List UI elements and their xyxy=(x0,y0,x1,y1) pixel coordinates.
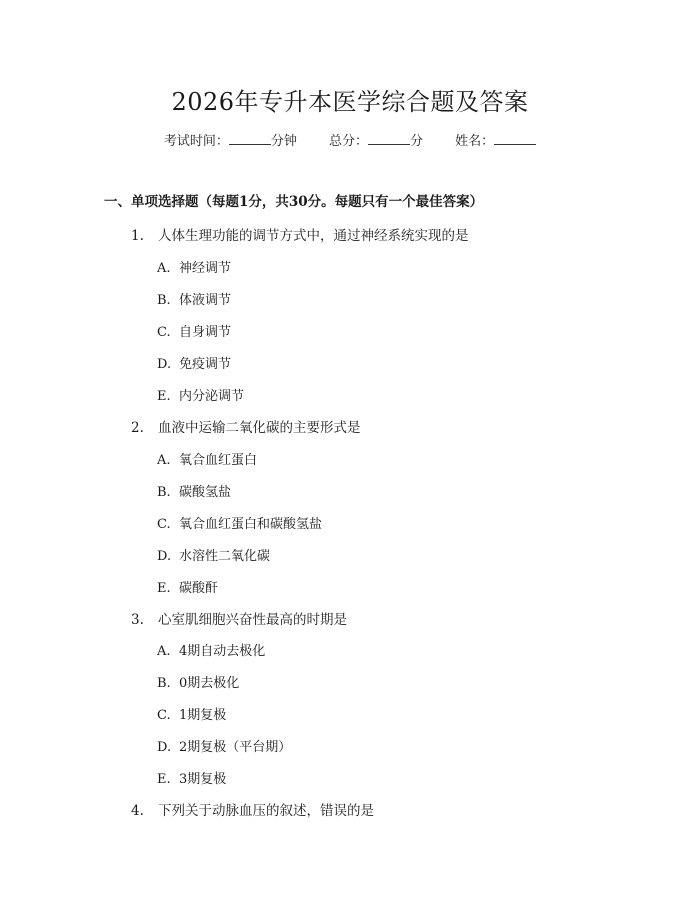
exam-time-blank xyxy=(229,132,271,145)
question xyxy=(131,608,347,628)
question xyxy=(131,224,469,244)
option xyxy=(157,545,270,564)
total-score-label: 总分： xyxy=(328,134,368,149)
page-title: 2026年专升本医学综合题及答案 xyxy=(171,88,529,116)
question-text: 心室肌细胞兴奋性最高的时期是 xyxy=(158,612,347,628)
option-text: 4期自动去极化 xyxy=(179,644,266,659)
question-text: 血液中运输二氧化碳的主要形式是 xyxy=(158,420,361,436)
question xyxy=(131,799,374,819)
option xyxy=(157,321,231,340)
option-text: 水溶性二氧化碳 xyxy=(179,549,271,564)
option-text: 自身调节 xyxy=(179,325,232,340)
option xyxy=(157,768,226,787)
question-text: 人体生理功能的调节方式中，通过神经系统实现的是 xyxy=(158,228,469,244)
question-number: 1. xyxy=(131,228,144,244)
option-letter: C. xyxy=(157,325,171,340)
option-text: 1期复极 xyxy=(179,708,227,723)
question xyxy=(131,416,361,436)
option-text: 0期去极化 xyxy=(179,676,240,691)
section-header: 一、单项选择题（每题1分，共30分。每题只有一个最佳答案） xyxy=(104,194,484,210)
question-text: 下列关于动脉血压的叙述，错误的是 xyxy=(158,803,374,819)
question-number: 4. xyxy=(131,803,144,819)
option-letter: A. xyxy=(157,453,171,468)
option xyxy=(157,672,239,691)
option-letter: E. xyxy=(157,389,171,404)
option xyxy=(157,736,291,755)
option-letter: B. xyxy=(157,676,171,691)
exam-time-label: 考试时间： xyxy=(163,134,229,149)
option-letter: A. xyxy=(157,644,171,659)
question-number: 3. xyxy=(131,612,144,628)
option xyxy=(157,449,257,468)
option xyxy=(157,257,231,276)
total-score-unit: 分 xyxy=(410,134,424,149)
option-text: 体液调节 xyxy=(179,293,232,308)
name-blank xyxy=(494,132,536,145)
option-letter: B. xyxy=(157,485,171,500)
option xyxy=(157,640,265,659)
name-field xyxy=(455,130,536,149)
option-text: 碳酸氢盐 xyxy=(179,485,232,500)
option xyxy=(157,513,322,532)
name-label: 姓名： xyxy=(455,134,495,149)
option-letter: D. xyxy=(157,357,172,372)
option-letter: B. xyxy=(157,293,171,308)
option-letter: D. xyxy=(157,549,172,564)
question-number: 2. xyxy=(131,420,144,436)
option-letter: E. xyxy=(157,581,171,596)
total-score-blank xyxy=(368,132,410,145)
option-letter: C. xyxy=(157,708,171,723)
option-letter: A. xyxy=(157,261,171,276)
option xyxy=(157,577,218,596)
option-text: 内分泌调节 xyxy=(179,389,245,404)
option xyxy=(157,289,231,308)
option-text: 氧合血红蛋白 xyxy=(179,453,258,468)
exam-time-field xyxy=(164,130,297,149)
option xyxy=(157,385,244,404)
option xyxy=(157,481,231,500)
option xyxy=(157,353,231,372)
option-text: 碳酸酐 xyxy=(179,581,219,596)
total-score-field xyxy=(329,130,423,149)
option-letter: C. xyxy=(157,517,171,532)
option-text: 3期复极 xyxy=(179,772,227,787)
option-letter: E. xyxy=(157,772,171,787)
option-text: 2期复极（平台期） xyxy=(179,740,292,755)
option-text: 氧合血红蛋白和碳酸氢盐 xyxy=(179,517,323,532)
exam-meta-line xyxy=(0,130,700,149)
option-letter: D. xyxy=(157,740,172,755)
option-text: 免疫调节 xyxy=(179,357,232,372)
option-text: 神经调节 xyxy=(179,261,232,276)
exam-time-unit: 分钟 xyxy=(270,134,297,149)
option xyxy=(157,704,226,723)
